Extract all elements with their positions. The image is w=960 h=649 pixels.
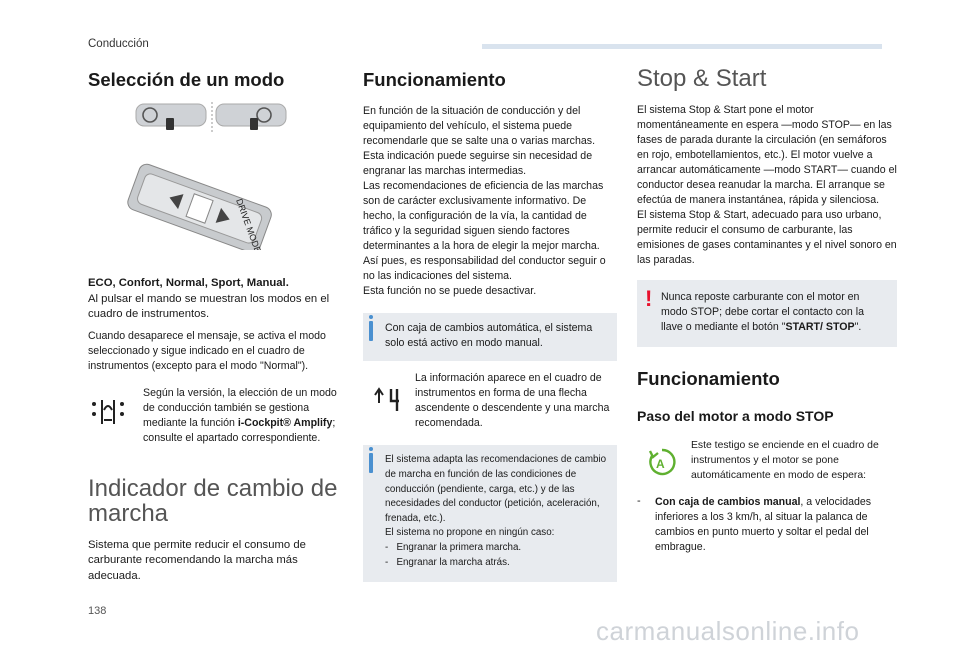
header-rule	[482, 44, 882, 49]
bullet-dash: -	[637, 494, 641, 507]
watermark: carmanualsonline.info	[596, 616, 860, 646]
warning-box-refuel	[637, 280, 897, 347]
funcionamiento-title-2: Funcionamiento	[637, 368, 780, 390]
svg-text:A: A	[656, 456, 665, 471]
indicator-text: Sistema que permite reducir el consumo de carburante recomendando la marcha más adecuada.	[88, 538, 306, 582]
stop-mode-subtitle: Paso del motor a modo STOP	[637, 407, 834, 424]
gear-shift-indicator-icon	[369, 381, 405, 417]
funcionamiento-body: En función de la situación de conducción y del equipamiento del vehículo, el sistema puede recomendarle que se salte una o varias marchas. Esta indicación puede seguirse sin necesidad de engranar las marchas intermedias. Las recomendaciones de eficiencia de las marchas son de carácter exclusivamente informativo. De hecho, la configuración de la vía, la cantidad de tráfico y la seguridad siguen siendo factores determinantes a la hora de elegir la mejor marcha. Así pues, es responsabilidad del conductor seguir o no las indicaciones del sistema. Esta función no se puede desactivar.	[363, 105, 606, 298]
gear-note-text: La información aparece en el cuadro de instrumentos en forma de una flecha ascendente o descendente y una marcha recomendada.	[415, 372, 610, 430]
cockpit-text-1: Según la versión, la elección de un modo de conducción también se gestiona mediante la función	[143, 386, 337, 429]
testigo-note	[637, 438, 897, 483]
testigo-text: Este testigo se enciende en el cuadro de instrumentos y el motor se pone automáticamente en modo de espera:	[691, 439, 879, 481]
cockpit-icon	[90, 392, 126, 432]
drive-mode-diagram	[88, 100, 350, 250]
indicator-title	[88, 476, 350, 526]
selection-title: Selección de un modo	[88, 69, 285, 90]
drive-mode-label: DRIVE MODE	[234, 197, 264, 251]
start-stop-button-label: START/ STOP	[785, 321, 855, 334]
info-box-automatic	[363, 313, 617, 361]
mode-activation-text: Cuando desaparece el mensaje, se activa el modo seleccionado y sigue indicado en el cuadro de instrumentos (excepto para el modo "Normal").	[88, 329, 326, 372]
info-box-automatic-text: Con caja de cambios automática, el sistema solo está activo en modo manual.	[385, 322, 593, 350]
column-selection	[88, 64, 350, 584]
column-funcionamiento	[363, 64, 617, 582]
never-item-first-gear: - Engranar la primera marcha.	[385, 541, 522, 553]
cockpit-note	[88, 386, 350, 446]
warning-icon: !	[645, 286, 653, 312]
modes-paragraph	[88, 276, 350, 322]
indicator-title-line1: Indicador de cambio de	[88, 474, 338, 502]
stop-start-body: El sistema Stop & Start pone el motor momentáneamente en espera —modo STOP— en las fases de parada durante la circulación (en semáforos en rojo, embotellamientos, etc.). El motor vuelve a arrancar automáticamente —modo START— cuando el conductor desea reanudar la marcha. El arranque se efectúa de manera instantánea, rápida y silenciosa. El sistema Stop & Start, adecuado para uso urbano, permite reducir el consumo de carburante, las emisiones de gases contaminantes y el nivel sonoro en las paradas.	[637, 104, 897, 267]
info-icon	[369, 321, 373, 341]
warning-text-2: ".	[854, 321, 862, 334]
section-header: Conducción	[88, 38, 149, 50]
warning-text-1: Nunca reposte carburante con el motor en modo STOP; debe cortar el contacto con la llave o mediante el botón "	[661, 291, 864, 334]
manual-gearbox-item	[637, 495, 897, 555]
info-box-recommendations-text: El sistema adapta las recomendaciones de cambio de marcha en función de las condiciones de conducción (pendiente, carga, etc.) y de las necesidades del conductor (petición, aceleración, frenada, etc.).	[385, 454, 607, 524]
modes-text: Al pulsar el mando se muestran los modos en el cuadro de instrumentos.	[88, 292, 330, 321]
modes-list: ECO, Confort, Normal, Sport, Manual.	[88, 277, 289, 290]
info-box-recommendations	[363, 445, 617, 582]
info-box-never-line: El sistema no propone en ningún caso:	[385, 527, 555, 539]
steering-illustration	[88, 100, 350, 250]
never-item-reverse: - Engranar la marcha atrás.	[385, 556, 510, 568]
manual-gearbox-text: , a velocidades inferiores a los 3 km/h, al situar la palanca de cambios en punto muerto y soltar el pedal del embrague.	[655, 495, 872, 553]
column-stop-start	[637, 64, 897, 555]
info-icon	[369, 453, 373, 473]
manual-gearbox-label: Con caja de cambios manual	[655, 495, 801, 508]
indicator-title-line2: marcha	[88, 499, 169, 527]
cockpit-amplify: i-Cockpit® Amplify	[237, 416, 333, 429]
gear-note	[363, 371, 617, 431]
stop-start-indicator-icon	[647, 448, 677, 476]
funcionamiento-title: Funcionamiento	[363, 69, 506, 90]
stop-start-title: Stop & Start	[637, 65, 767, 92]
cockpit-text-2: ; consulte el apartado correspondiente.	[143, 416, 336, 444]
page-number: 138	[88, 605, 107, 617]
